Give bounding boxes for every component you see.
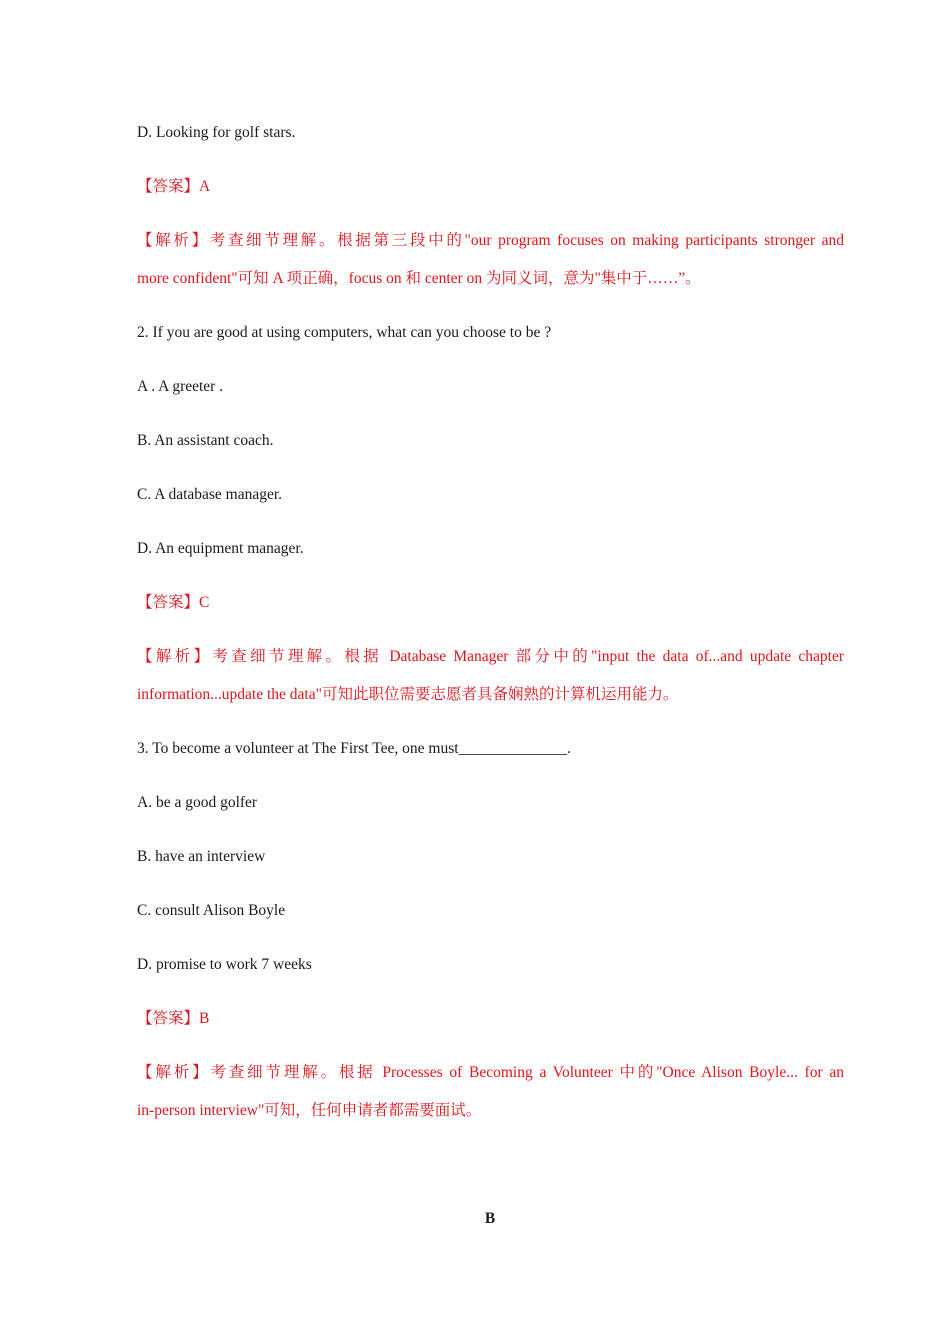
q3-answer: 【答案】B	[137, 1010, 210, 1027]
q2-option-c: C. A database manager.	[137, 486, 283, 503]
q1-analysis	[137, 230, 844, 290]
q1-option-d: D. Looking for golf stars.	[137, 124, 296, 141]
q2-analysis	[137, 646, 844, 706]
q2-option-d: D. An equipment manager.	[137, 540, 304, 557]
q3-question: 3. To become a volunteer at The First Tee, one must______________.	[137, 740, 571, 757]
q2-answer: 【答案】C	[137, 594, 210, 611]
q1-answer: 【答案】A	[137, 178, 211, 195]
q2-question: 2. If you are good at using computers, what can you choose to be ?	[137, 324, 552, 341]
q3-option-b: B. have an interview	[137, 848, 266, 865]
q2-analysis-line-2: information...update the data"可知此职位需要志愿者具备娴熟的计算机运用能力。	[137, 686, 679, 703]
q3-option-c: C. consult Alison Boyle	[137, 902, 286, 919]
q3-option-d: D. promise to work 7 weeks	[137, 956, 312, 973]
q1-analysis-line-1: 【解析】考查细节理解。根据第三段中的"our program focuses on making participants stronger and	[137, 232, 844, 249]
q1-analysis-line-2: more confident"可知 A 项正确，focus on 和 center on 为同义词，意为"集中于……”。	[137, 270, 701, 287]
q2-option-a: A . A greeter .	[137, 378, 224, 395]
q2-analysis-line-1: 【解析】考查细节理解。根据 Database Manager 部分中的"input the data of...and update chapter	[137, 648, 844, 665]
q3-option-a: A. be a good golfer	[137, 794, 258, 811]
q3-analysis-line-2: in-person interview"可知，任何申请者都需要面试。	[137, 1102, 482, 1119]
q3-analysis-line-1: 【解析】考查细节理解。根据 Processes of Becoming a Volunteer 中的"Once Alison Boyle... for an	[137, 1064, 844, 1081]
section-heading: B	[484, 1210, 496, 1227]
q3-analysis	[137, 1062, 844, 1122]
q2-option-b: B. An assistant coach.	[137, 432, 274, 449]
